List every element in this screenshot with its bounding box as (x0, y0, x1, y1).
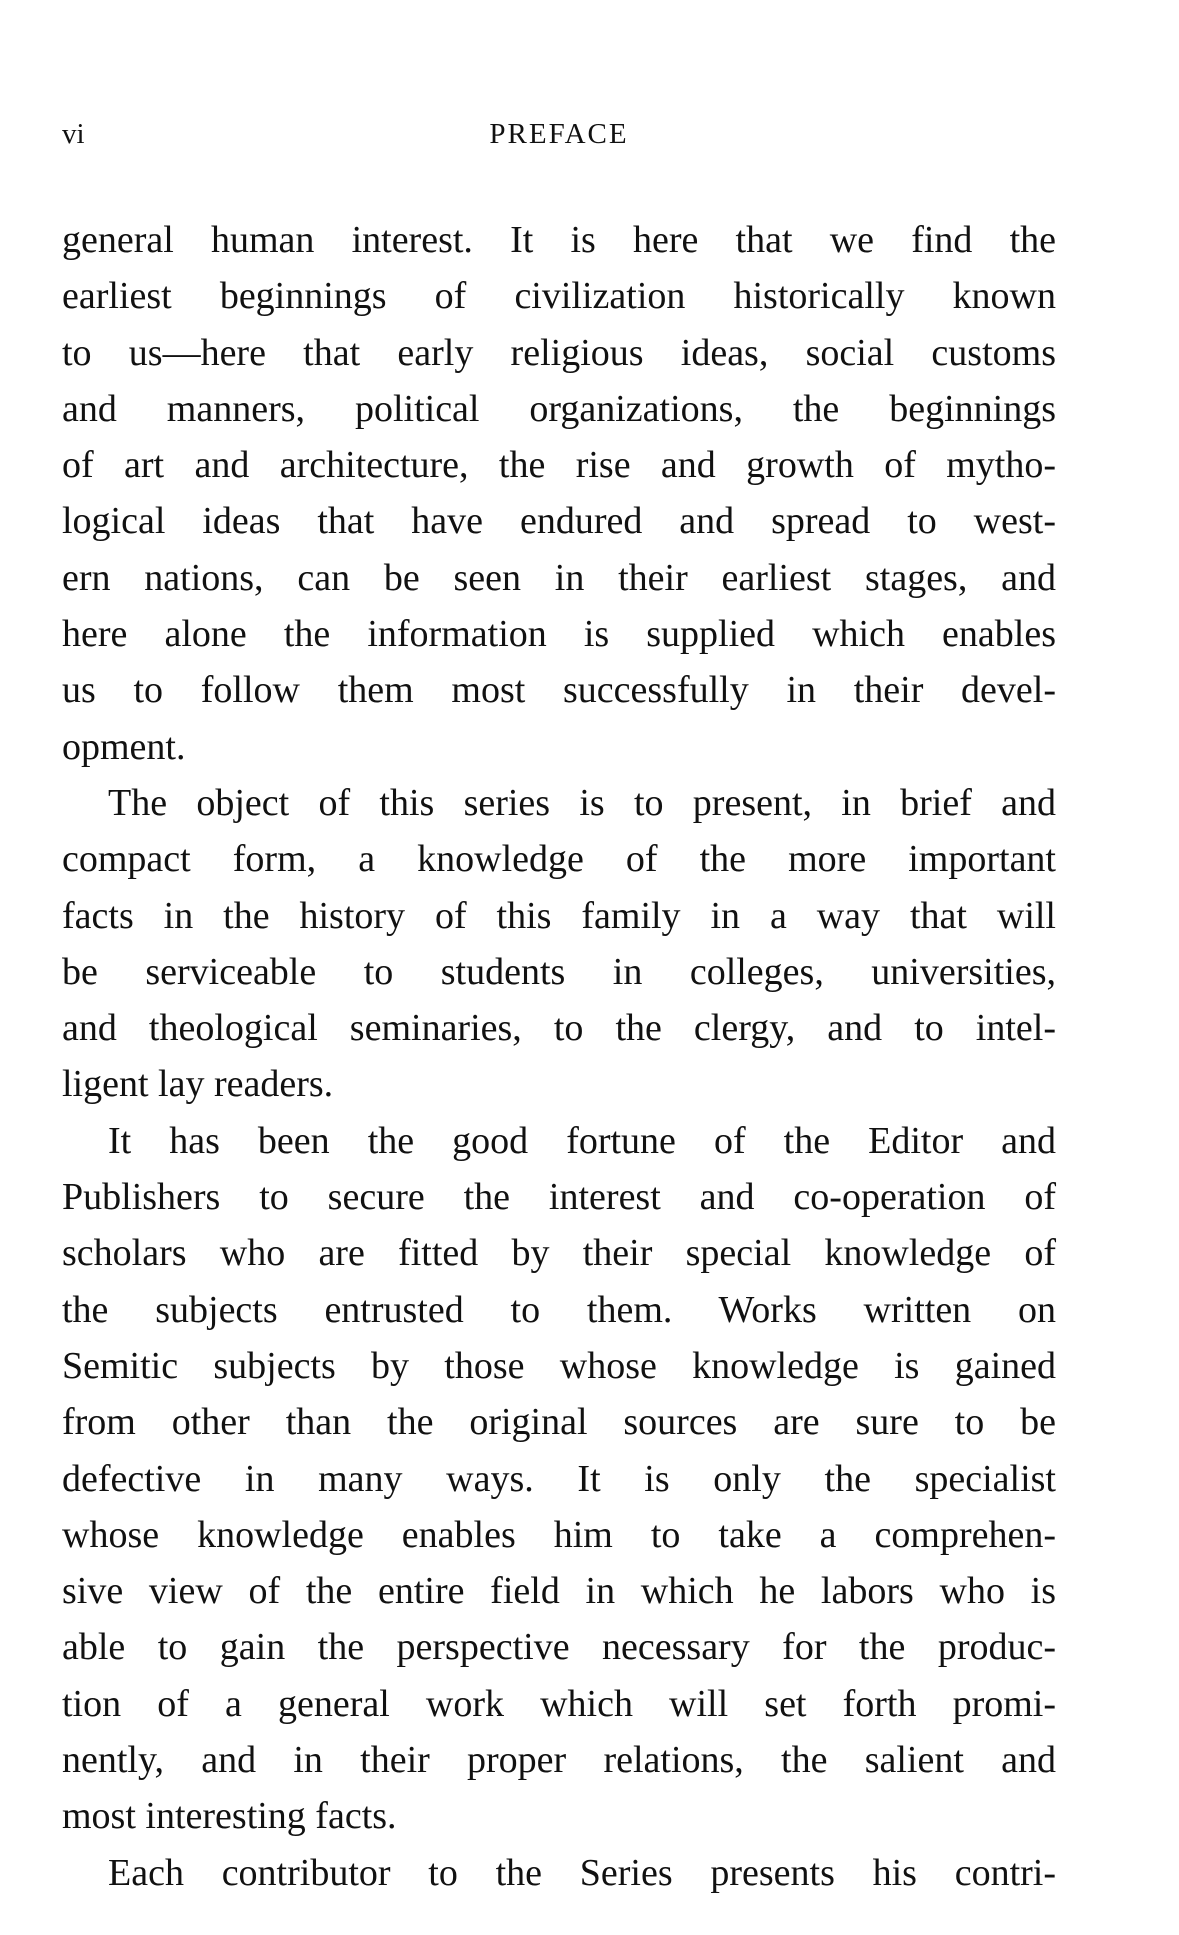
text-line: Publishers to secure the interest and co-operation of (62, 1176, 1056, 1219)
text-line: to us—here that early religious ideas, social customs (62, 331, 1056, 374)
text-line: general human interest. It is here that we find the (62, 219, 1056, 261)
text-line: the subjects entrusted to them. Works written on (62, 1288, 1056, 1331)
text-line: Each contributor to the Series presents his contri- (108, 1851, 1056, 1894)
text-line: facts in the history of this family in a way that will (62, 894, 1056, 937)
paragraph (62, 775, 1056, 1113)
text-line: The object of this series is to present, in brief and (108, 781, 1056, 824)
text-line: and theological seminaries, to the clergy, and to intel- (62, 1007, 1056, 1050)
text-line: opment. (62, 725, 186, 768)
text-line: be serviceable to students in colleges, universities, (62, 950, 1056, 993)
text-line: It has been the good fortune of the Editor and (108, 1119, 1056, 1162)
text-line: nently, and in their proper relations, the salient and (62, 1739, 1056, 1782)
text-line: logical ideas that have endured and spread to west- (62, 500, 1056, 543)
text-line: defective in many ways. It is only the specialist (62, 1457, 1056, 1500)
paragraph (62, 212, 1056, 775)
text-line: sive view of the entire field in which he labors who is (62, 1570, 1056, 1613)
text-line: here alone the information is supplied which enables (62, 613, 1056, 656)
text-line: ligent lay readers. (62, 1063, 334, 1106)
running-title: PREFACE (489, 118, 629, 150)
text-line: tion of a general work which will set forth promi- (62, 1682, 1056, 1725)
page-number: vi (62, 118, 85, 150)
text-line: from other than the original sources are sure to be (62, 1401, 1056, 1444)
text-line: and manners, political organizations, the beginnings (62, 387, 1056, 430)
text-line: most interesting facts. (62, 1795, 397, 1838)
text-line: able to gain the perspective necessary for the produc- (62, 1626, 1056, 1669)
page-body (62, 212, 1056, 1901)
text-line: whose knowledge enables him to take a comprehen- (62, 1513, 1056, 1556)
text-line: earliest beginnings of civilization historically known (62, 275, 1056, 318)
text-line: us to follow them most successfully in their devel- (62, 669, 1056, 712)
paragraph (62, 1113, 1056, 1845)
text-line: of art and architecture, the rise and growth of mytho- (62, 444, 1056, 487)
page-header (62, 118, 1056, 158)
text-line: ern nations, can be seen in their earliest stages, and (62, 556, 1056, 599)
text-line: compact form, a knowledge of the more important (62, 838, 1056, 881)
text-line: Semitic subjects by those whose knowledge is gained (62, 1344, 1056, 1387)
text-line: scholars who are fitted by their special knowledge of (62, 1232, 1056, 1275)
paragraph (62, 1845, 1056, 1901)
